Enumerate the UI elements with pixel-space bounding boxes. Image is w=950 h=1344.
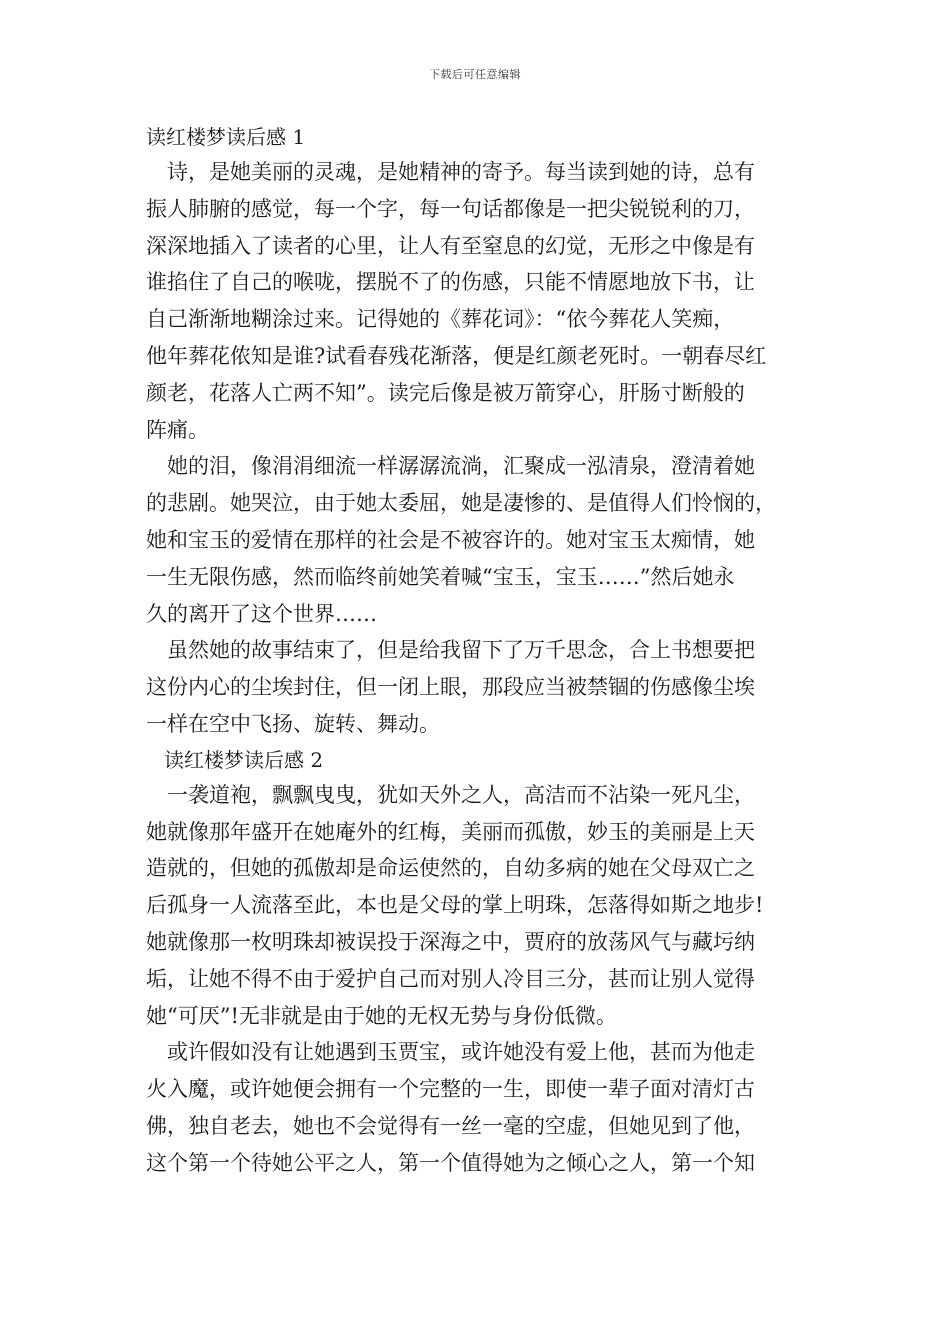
text-line: 久的离开了这个世界…… — [146, 601, 377, 626]
text-line: 深深地插入了读者的心里，让人有至窒息的幻觉，无形之中像是有 — [146, 233, 755, 258]
paragraph — [146, 448, 818, 632]
text-line: 垢，让她不得不由于爱护自己而对别人冷目三分，甚而让别人觉得 — [146, 966, 755, 991]
text-line: 虽然她的故事结束了，但是给我留下了万千思念，合上书想要把 — [167, 638, 755, 663]
text-line: 后孤身一人流落至此，本也是父母的掌上明珠，怎落得如斯之地步! — [146, 893, 764, 918]
text-line: 她就像那一枚明珠却被误投于深海之中，贾府的放荡风气与藏圬纳 — [146, 929, 755, 954]
text-line: 她和宝玉的爱情在那样的社会是不被容许的。她对宝玉太痴情，她 — [146, 527, 755, 552]
paragraph — [146, 1034, 818, 1181]
section-title: 读红楼梦读后感 2 — [164, 747, 324, 772]
section-title: 读红楼梦读后感 1 — [146, 125, 306, 149]
text-line: 一样在空中飞扬、旋转、舞动。 — [146, 711, 440, 736]
text-line: 她的泪，像涓涓细流一样潺潺流淌，汇聚成一泓清泉，澄清着她 — [167, 454, 755, 479]
text-line: 佛，独自老去，她也不会觉得有一丝一毫的空虚，但她见到了他， — [146, 1113, 755, 1138]
text-line: 他年葬花侬知是谁?试看春残花渐落，便是红颜老死时。一朝春尽红 — [146, 343, 767, 368]
paragraph — [146, 154, 818, 448]
text-line: 阵痛。 — [146, 417, 209, 442]
text-line: 这份内心的尘埃封住，但一闭上眼，那段应当被禁锢的伤感像尘埃 — [146, 675, 755, 700]
text-line: 的悲剧。她哭泣，由于她太委屈，她是凄惨的、是值得人们怜悯的， — [146, 491, 776, 516]
text-line: 诗，是她美丽的灵魂，是她精神的寄予。每当读到她的诗，总有 — [167, 160, 755, 184]
text-line: 造就的，但她的孤傲却是命运使然的，自幼多病的她在父母双亡之 — [146, 856, 755, 881]
document-body — [146, 120, 818, 1182]
text-line: 火入魔，或许她便会拥有一个完整的一生，即使一辈子面对清灯古 — [146, 1077, 755, 1102]
text-line: 颜老，花落人亡两不知”。读完后像是被万箭穿心，肝肠寸断般的 — [146, 380, 745, 405]
text-line: 这个第一个待她公平之人，第一个值得她为之倾心之人，第一个知 — [146, 1150, 755, 1175]
text-line: 一袭道袍，飘飘曳曳，犹如天外之人，高洁而不沾染一死凡尘， — [167, 782, 755, 807]
text-line: 谁掐住了自己的喉咙，摆脱不了的伤感，只能不情愿地放下书，让 — [146, 270, 755, 295]
paragraph — [146, 632, 818, 742]
text-line: 一生无限伤感，然而临终前她笑着喊“宝玉，宝玉……”然后她永 — [146, 564, 735, 589]
text-line: 她就像那年盛开在她庵外的红梅，美丽而孤傲，妙玉的美丽是上天 — [146, 819, 755, 844]
page-header: 下载后可任意编辑 — [429, 68, 521, 81]
text-line: 她“可厌”!无非就是由于她的无权无势与身份低微。 — [146, 1003, 617, 1028]
paragraph — [146, 777, 818, 1035]
text-line: 振人肺腑的感觉，每一个字，每一句话都像是一把尖锐锐利的刀， — [146, 196, 755, 221]
text-line: 自己渐渐地糊涂过来。记得她的《葬花词》：“依今葬花人笑痴， — [146, 307, 735, 332]
text-line: 或许假如没有让她遇到玉贾宝，或许她没有爱上他，甚而为他走 — [167, 1040, 755, 1065]
